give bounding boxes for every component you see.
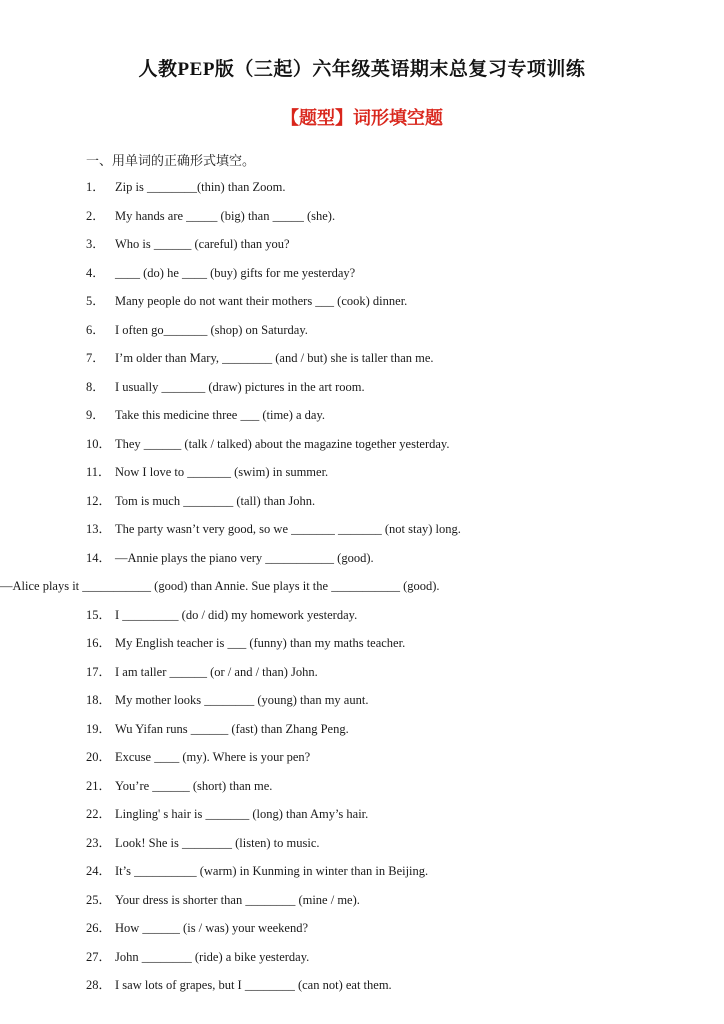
question-item <box>86 634 666 663</box>
question-text: —Alice plays it ___________ (good) than Annie. Sue plays it the ___________ (good). <box>0 579 440 593</box>
question-text: Many people do not want their mothers ___ (cook) dinner. <box>115 294 408 308</box>
question-item <box>86 264 666 293</box>
question-text: You’re ______ (short) than me. <box>115 778 273 793</box>
question-item <box>86 919 666 948</box>
question-item <box>86 663 666 692</box>
question-number: 10． <box>86 436 112 451</box>
question-text: My hands are _____ (big) than _____ (she). <box>115 208 336 223</box>
question-item <box>86 948 666 977</box>
question-number: 16． <box>86 636 112 650</box>
question-number: 22． <box>86 807 112 821</box>
question-text: Zip is ________(thin) than Zoom. <box>115 180 286 194</box>
question-text: I _________ (do / did) my homework yesterday. <box>115 607 358 622</box>
question-number: 14． <box>86 550 112 565</box>
question-item <box>86 549 666 578</box>
question-number: 23． <box>86 835 112 850</box>
question-number: 2． <box>86 208 105 223</box>
question-text: Now I love to _______ (swim) in summer. <box>115 465 329 479</box>
section-heading: 一、用单词的正确形式填空。 <box>86 153 256 168</box>
question-number: 13． <box>86 522 112 536</box>
question-item <box>86 748 666 777</box>
question-number: 25． <box>86 892 112 907</box>
question-text: My mother looks ________ (young) than my aunt. <box>115 693 369 707</box>
question-text: Wu Yifan runs ______ (fast) than Zhang Peng. <box>115 721 349 736</box>
question-number: 12． <box>86 493 112 508</box>
question-number: 4． <box>86 265 105 280</box>
question-text: I often go_______ (shop) on Saturday. <box>115 322 308 337</box>
question-text: I saw lots of grapes, but I ________ (can not) eat them. <box>115 978 392 992</box>
question-item <box>86 378 666 407</box>
question-item-continuation <box>0 577 666 606</box>
question-text: Take this medicine three ___ (time) a day. <box>115 408 326 422</box>
question-text: Your dress is shorter than ________ (mine / me). <box>115 892 360 907</box>
question-number: 21． <box>86 778 112 793</box>
question-number: 7． <box>86 351 105 365</box>
question-text: John ________ (ride) a bike yesterday. <box>115 949 310 964</box>
question-item <box>86 805 666 834</box>
question-item <box>86 492 666 521</box>
question-number: 19． <box>86 721 112 736</box>
question-item <box>86 349 666 378</box>
question-item <box>86 834 666 863</box>
question-text: It’s __________ (warm) in Kunming in winter than in Beijing. <box>115 864 429 878</box>
question-text: Who is ______ (careful) than you? <box>115 237 290 251</box>
question-number: 3． <box>86 237 105 251</box>
question-item <box>86 976 666 1005</box>
document-title: 人教PEP版（三起）六年级英语期末总复习专项训练 <box>138 59 586 80</box>
question-item <box>86 862 666 891</box>
question-text: ____ (do) he ____ (buy) gifts for me yesterday? <box>115 265 356 280</box>
question-text: My English teacher is ___ (funny) than my maths teacher. <box>115 636 406 650</box>
question-text: Lingling' s hair is _______ (long) than Amy’s hair. <box>115 807 369 821</box>
question-item <box>86 720 666 749</box>
question-text: I’m older than Mary, ________ (and / but) she is taller than me. <box>115 351 434 365</box>
question-item <box>86 235 666 264</box>
question-number: 27． <box>86 949 112 964</box>
question-item <box>86 207 666 236</box>
question-number: 26． <box>86 921 112 935</box>
question-text: They ______ (talk / talked) about the magazine together yesterday. <box>115 436 450 451</box>
question-number: 15． <box>86 607 112 622</box>
question-item <box>86 292 666 321</box>
question-number: 8． <box>86 379 105 394</box>
question-text: Tom is much ________ (tall) than John. <box>115 493 316 508</box>
question-number: 28． <box>86 978 112 992</box>
question-item <box>86 777 666 806</box>
question-text: How ______ (is / was) your weekend? <box>115 921 309 935</box>
question-number: 18． <box>86 693 112 707</box>
question-item <box>86 463 666 492</box>
question-item <box>86 520 666 549</box>
question-text: I usually _______ (draw) pictures in the art room. <box>115 379 365 394</box>
question-type-heading: 【题型】词形填空题 <box>281 108 443 129</box>
question-item <box>86 691 666 720</box>
question-list <box>0 178 666 1005</box>
question-text: I am taller ______ (or / and / than) John. <box>115 664 318 679</box>
question-number: 11． <box>86 465 111 479</box>
question-text: Look! She is ________ (listen) to music. <box>115 835 320 850</box>
question-number: 20． <box>86 750 112 764</box>
question-item <box>86 606 666 635</box>
question-number: 24． <box>86 864 112 878</box>
question-item <box>86 321 666 350</box>
question-item <box>86 891 666 920</box>
question-number: 6． <box>86 322 105 337</box>
question-text: —Annie plays the piano very ___________ (good). <box>115 550 374 565</box>
question-text: Excuse ____ (my). Where is your pen? <box>115 750 311 764</box>
question-number: 17． <box>86 664 112 679</box>
question-item <box>86 435 666 464</box>
question-number: 5． <box>86 294 105 308</box>
question-text: The party wasn’t very good, so we _______ _______ (not stay) long. <box>115 522 461 536</box>
question-number: 1． <box>86 180 105 194</box>
question-number: 9． <box>86 408 105 422</box>
question-item <box>86 406 666 435</box>
question-item <box>86 178 666 207</box>
